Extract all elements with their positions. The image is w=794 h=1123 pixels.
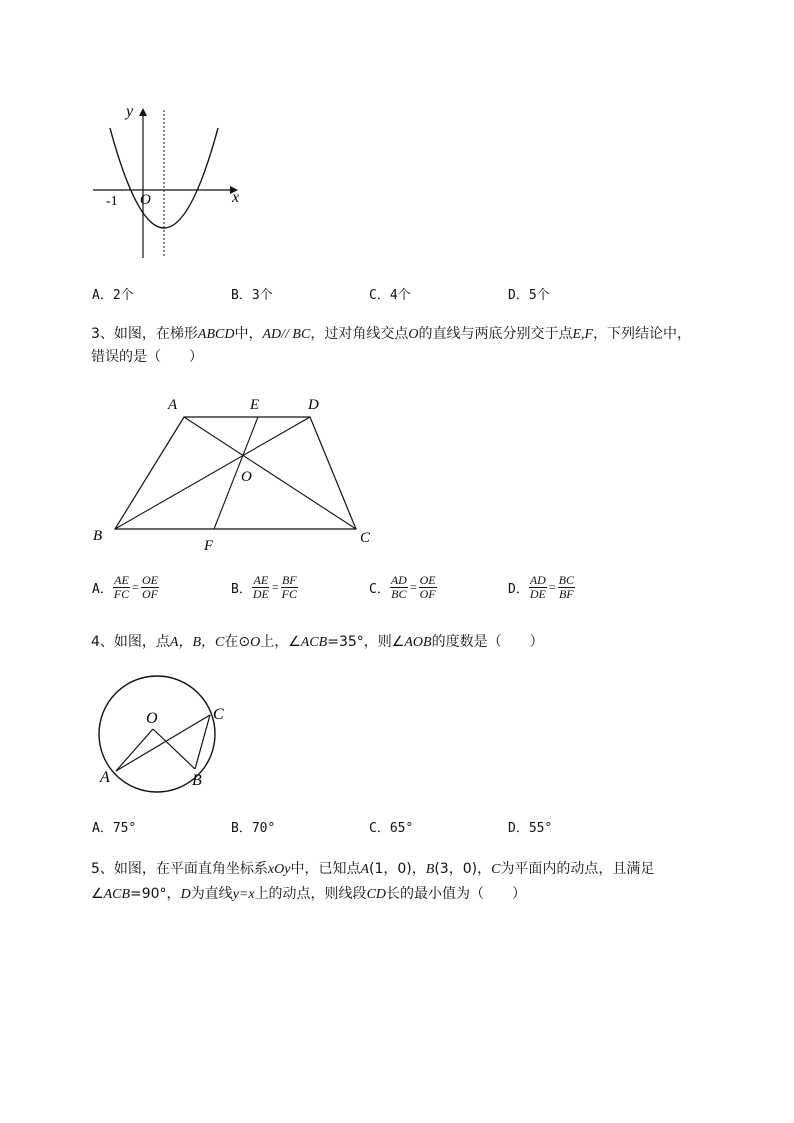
- q3-option-b[interactable]: B． $\frac{AE}{DE}$ = $\frac{BF}{FC}$: [231, 573, 297, 601]
- option-key: C．: [369, 821, 390, 836]
- q3-trapezoid-figure: [88, 390, 388, 555]
- fraction-left: $\frac{AD}{DE}$: [529, 573, 546, 601]
- neg-one-label: -1: [106, 194, 118, 209]
- option-key: D．: [508, 821, 529, 836]
- q3-option-c[interactable]: C． $\frac{AD}{BC}$ = $\frac{OE}{OF}$: [369, 573, 436, 601]
- label-a: A: [168, 397, 178, 413]
- q4-option-d[interactable]: [508, 817, 552, 836]
- fraction-right: $\frac{OE}{OF}$: [419, 573, 436, 601]
- option-key: A．: [92, 582, 113, 597]
- option-text: 4个: [389, 288, 411, 303]
- q3-option-d[interactable]: D． $\frac{AD}{DE}$ = $\frac{BC}{BF}$: [508, 573, 574, 601]
- option-key: A．: [92, 821, 113, 836]
- option-text: 70°: [251, 821, 276, 836]
- label-c: C: [360, 530, 371, 546]
- fraction-right: $\frac{OE}{OF}$: [141, 573, 158, 601]
- q4-option-b[interactable]: [231, 817, 275, 836]
- option-text: 3个: [251, 288, 273, 303]
- option-key: C．: [369, 288, 390, 303]
- label-b: B: [192, 772, 202, 789]
- option-key: A．: [92, 288, 113, 303]
- option-text: 65°: [389, 821, 414, 836]
- x-axis-label: x: [232, 189, 240, 206]
- fraction-right: $\frac{BC}{BF}$: [558, 573, 574, 601]
- label-c: C: [213, 706, 224, 723]
- option-key: B．: [231, 821, 252, 836]
- option-text: 55°: [528, 821, 553, 836]
- q5-stem: 5、如图，在平面直角坐标系xOy中，已知点A(1，0)，B(3，0)，C为平面内的动点，且满足 ∠ACB=90°，D为直线y=x上的动点，则线段CD长的最小值为（ ）: [91, 861, 655, 902]
- q2-option-c[interactable]: [369, 284, 411, 303]
- segment-oa: [116, 729, 153, 771]
- option-key: C．: [369, 582, 390, 597]
- label-d: D: [308, 397, 319, 413]
- option-key: D．: [508, 582, 529, 597]
- y-axis-label: y: [126, 103, 134, 120]
- option-key: D．: [508, 288, 529, 303]
- q4-stem: 4、如图，点A，B，C在⊙O上，∠ACB=35°，则∠AOB的度数是（ ）: [91, 634, 544, 650]
- option-key: B．: [231, 288, 252, 303]
- fraction-left: $\frac{AD}{BC}$: [390, 573, 407, 601]
- q4-option-a[interactable]: [92, 817, 136, 836]
- q4-option-c[interactable]: [369, 817, 413, 836]
- y-axis-arrow: [139, 108, 147, 116]
- label-o: O: [241, 469, 252, 485]
- q2-parabola-graph: [88, 98, 258, 268]
- q4-circle-figure: [92, 672, 242, 794]
- label-a: A: [100, 769, 110, 786]
- option-text: 2个: [112, 288, 134, 303]
- segment-ob: [153, 729, 195, 769]
- segment-ac: [116, 715, 210, 771]
- diagonal-ac: [184, 417, 356, 529]
- fraction-left: $\frac{AE}{FC}$: [113, 573, 130, 601]
- fraction-left: $\frac{AE}{DE}$: [252, 573, 269, 601]
- q2-option-b[interactable]: [231, 284, 273, 303]
- option-text: 5个: [528, 288, 550, 303]
- origin-label: O: [140, 192, 151, 208]
- label-o: O: [146, 710, 158, 727]
- q3-stem: 3、如图，在梯形ABCD中，AD// BC，过对角线交点O的直线与两底分别交于点E,F，下列结论中， 错误的是（ ）: [91, 326, 692, 365]
- diagonal-bd: [115, 417, 310, 529]
- label-b: B: [93, 528, 103, 544]
- q2-option-a[interactable]: [92, 284, 134, 303]
- label-f: F: [204, 538, 214, 554]
- fraction-right: $\frac{BF}{FC}$: [281, 573, 297, 601]
- label-e: E: [250, 397, 260, 413]
- q3-option-a[interactable]: A． $\frac{AE}{FC}$ = $\frac{OE}{OF}$: [92, 573, 158, 601]
- q2-option-d[interactable]: [508, 284, 550, 303]
- option-key: B．: [231, 582, 252, 597]
- option-text: 75°: [112, 821, 137, 836]
